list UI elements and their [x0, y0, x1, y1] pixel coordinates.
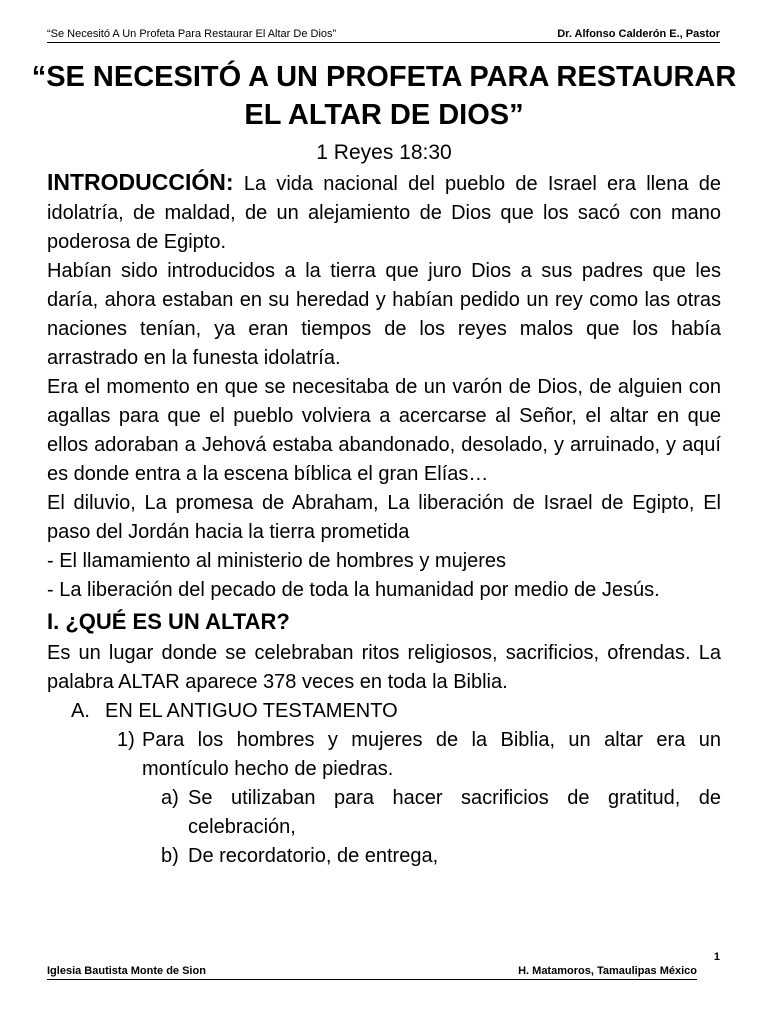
intro-label: INTRODUCCIÓN:: [47, 169, 234, 195]
outline-item-1: [47, 726, 721, 784]
header-title: “Se Necesitó A Un Profeta Para Restaurar El Altar De Dios”: [47, 28, 337, 40]
outline-item-a-sub: [47, 784, 721, 842]
title-line-1: “SE NECESITÓ A UN PROFETA PARA RESTAURAR: [31, 61, 737, 93]
outline-text: Para los hombres y mujeres de la Biblia, un altar era un montículo hecho de piedras.: [142, 729, 721, 780]
outline-text: EN EL ANTIGUO TESTAMENTO: [105, 700, 398, 722]
section-heading: I. ¿QUÉ ES UN ALTAR?: [47, 609, 290, 634]
outline-marker: A.: [71, 700, 90, 722]
outline-text: De recordatorio, de entrega,: [188, 845, 439, 867]
outline-marker: a): [161, 787, 179, 809]
page-number: 1: [713, 951, 720, 963]
title-line-2: EL ALTAR DE DIOS”: [244, 99, 524, 131]
running-header: [47, 27, 720, 43]
outline-text: Se utilizaban para hacer sacrificios de gratitud, de celebración,: [188, 787, 721, 838]
outline-item-a: [47, 697, 721, 726]
paragraph: - La liberación del pecado de toda la humanidad por medio de Jesús.: [47, 579, 660, 601]
footer-location: H. Matamoros, Tamaulipas México: [518, 965, 697, 977]
intro-paragraph: [47, 168, 721, 257]
paragraph: - El llamamiento al ministerio de hombres y mujeres: [47, 550, 507, 572]
paragraph: El diluvio, La promesa de Abraham, La liberación de Israel de Egipto, El paso del Jordán hacia la tierra prometida: [47, 492, 721, 543]
scripture-reference: 1 Reyes 18:30: [316, 141, 452, 164]
outline-marker: b): [161, 845, 179, 867]
section-paragraph: Es un lugar donde se celebraban ritos religiosos, sacrificios, ofrendas. La palabra ALTAR aparece 378 veces en toda la Biblia.: [47, 642, 721, 693]
paragraph: Habían sido introducidos a la tierra que juro Dios a sus padres que les daría, ahora estaban en su heredad y habían pedido un rey como las otras naciones tenían, ya eran tiempos de los reyes malos que los había arrastrado en la funesta idolatría.: [47, 260, 721, 369]
outline-marker: 1): [117, 729, 135, 751]
paragraph: Era el momento en que se necesitaba de un varón de Dios, de alguien con agallas para que el pueblo volviera a acercarse al Señor, el altar en que ellos adoraban a Jehová estaba abandonado, desolado, y arruinado, y aquí es donde entra a la escena bíblica el gran Elías…: [47, 376, 721, 485]
footer-church: Iglesia Bautista Monte de Sion: [47, 965, 206, 977]
intro-text: La vida nacional del pueblo de Israel era llena de idolatría, de maldad, de un alejamiento de Dios que los sacó con mano poderosa de Egipto.: [47, 173, 721, 253]
document-title: [30, 58, 738, 134]
outline-item-b-sub: [47, 842, 721, 871]
running-footer: [47, 964, 697, 980]
header-author: Dr. Alfonso Calderón E., Pastor: [557, 28, 720, 40]
document-body: [47, 168, 721, 871]
